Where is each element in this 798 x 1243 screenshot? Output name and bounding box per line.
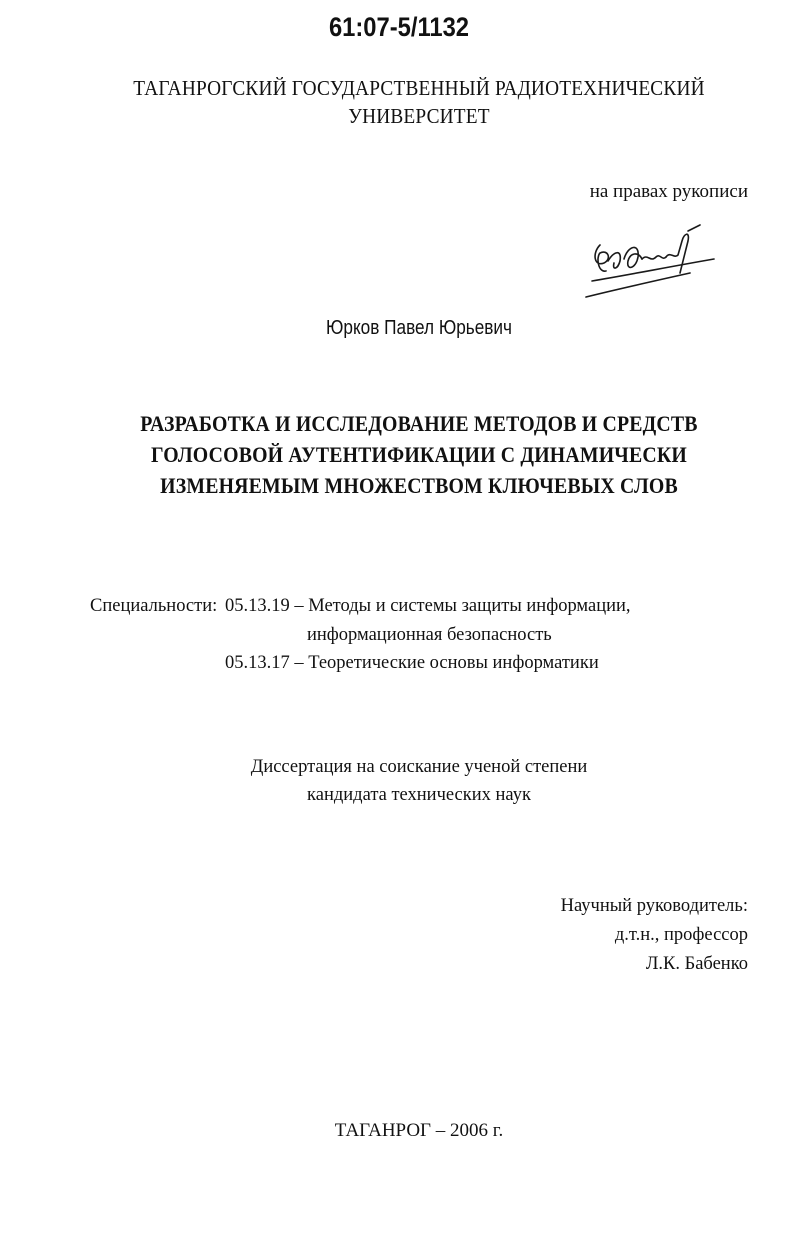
specialty-1-continued: информационная безопасность	[307, 625, 552, 645]
supervisor-label: Научный руководитель:	[560, 896, 748, 916]
city-year: ТАГАНРОГ – 2006 г.	[334, 1120, 504, 1141]
author-signature	[578, 215, 723, 305]
university-name-line1: ТАГАНРОГСКИЙ ГОСУДАРСТВЕННЫЙ РАДИОТЕХНИЧЕСКИЙ	[133, 76, 705, 100]
specialty-2: 05.13.17 – Теоретические основы информатики	[225, 653, 599, 673]
dissertation-purpose-line1: Диссертация на соискание ученой степени	[250, 757, 588, 777]
supervisor-degree: д.т.н., профессор	[614, 925, 748, 945]
author-name: Юрков Павел Юрьевич	[325, 317, 513, 339]
dissertation-title-line2: ГОЛОСОВОЙ АУТЕНТИФИКАЦИИ С ДИНАМИЧЕСКИ	[150, 442, 688, 467]
catalog-code: 61:07-5/1132	[328, 12, 470, 42]
supervisor-name: Л.К. Бабенко	[645, 954, 748, 974]
dissertation-purpose-line2: кандидата технических наук	[307, 785, 531, 805]
university-name-line2: УНИВЕРСИТЕТ	[348, 104, 490, 128]
specialties-label: Специальности:	[90, 596, 218, 616]
signature-icon	[578, 215, 723, 305]
dissertation-title-line1: РАЗРАБОТКА И ИССЛЕДОВАНИЕ МЕТОДОВ И СРЕДСТВ	[140, 411, 698, 436]
rights-note: на правах рукописи	[589, 181, 748, 202]
specialty-1: 05.13.19 – Методы и системы защиты информации,	[225, 596, 631, 616]
dissertation-title-line3: ИЗМЕНЯЕМЫМ МНОЖЕСТВОМ КЛЮЧЕВЫХ СЛОВ	[160, 473, 678, 498]
